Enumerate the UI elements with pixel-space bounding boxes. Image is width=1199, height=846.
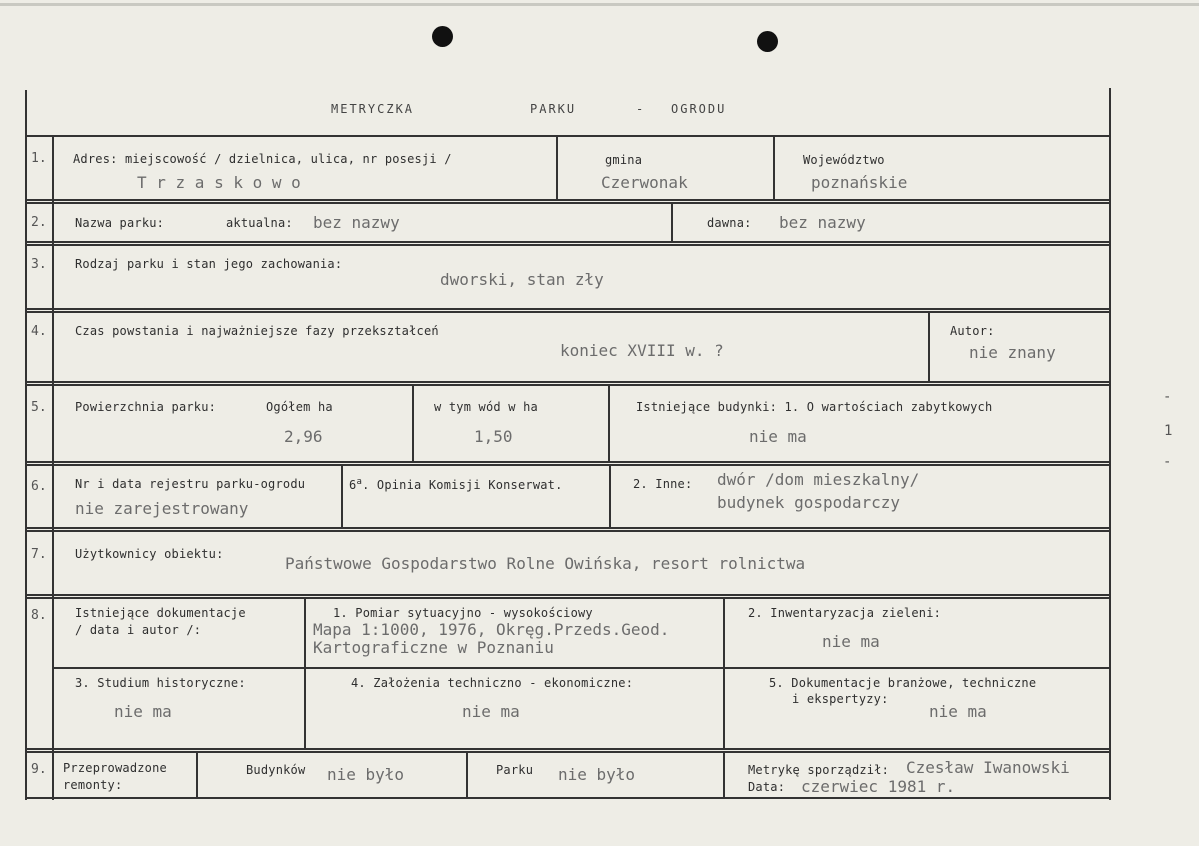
survey-label: 1. Pomiar sytuacyjno - wysokościowy — [333, 606, 593, 620]
origin-label: Czas powstania i najważniejsze fazy przekształceń — [75, 324, 439, 338]
punch-hole-left — [432, 26, 453, 47]
author-label: Autor: — [950, 324, 995, 338]
row-number-5: 5. — [31, 400, 47, 415]
opinion-superscript: a — [356, 477, 363, 487]
technical-label: 4. Założenia techniczno - ekonomiczne: — [351, 676, 634, 690]
gmina-value: Czerwonak — [601, 173, 688, 192]
row-number-2: 2. — [31, 215, 47, 230]
buildings-label: Istniejące budynki: 1. O wartościach zabytkowych — [636, 400, 993, 414]
other-buildings-value-2: budynek gospodarczy — [717, 493, 901, 512]
branch-docs-label-1: 5. Dokumentacje branżowe, techniczne — [769, 676, 1037, 690]
title-word-parku: PARKU — [530, 102, 577, 116]
row-number-8: 8. — [31, 608, 47, 623]
title-word-metryczka: METRYCZKA — [331, 102, 415, 116]
greenery-value: nie ma — [822, 632, 880, 651]
date-value: czerwiec 1981 r. — [801, 777, 956, 796]
address-value: T r z a s k o w o — [137, 173, 301, 192]
park-repairs-value: nie było — [558, 765, 636, 784]
opinion-text: . Opinia Komisji Konserwat. — [362, 478, 563, 492]
water-area-label: w tym wód w ha — [434, 400, 538, 414]
origin-value: koniec XVIII w. ? — [560, 341, 724, 360]
title-word-ogrodu: OGRODU — [671, 102, 727, 116]
page-marker-dash-top: - — [1163, 389, 1172, 405]
conservator-opinion-label — [349, 478, 563, 491]
row-number-9: 9. — [31, 762, 47, 777]
prepared-by-value: Czesław Iwanowski — [906, 758, 1070, 777]
area-label: Powierzchnia parku: — [75, 400, 217, 414]
row-number-4: 4. — [31, 324, 47, 339]
buildings-repairs-value: nie było — [327, 765, 405, 784]
row-number-1: 1. — [31, 151, 47, 166]
total-area-value: 2,96 — [284, 427, 323, 446]
park-repairs-label: Parku — [496, 763, 534, 777]
date-label: Data: — [748, 780, 786, 794]
documentation-label-2: / data i autor /: — [75, 623, 202, 637]
survey-value-2: Kartograficzne w Poznaniu — [313, 638, 554, 657]
former-name-value: bez nazwy — [779, 213, 866, 232]
voivodeship-value: poznańskie — [811, 173, 908, 192]
buildings-repairs-label: Budynków — [246, 763, 306, 777]
park-type-label: Rodzaj parku i stan jego zachowania: — [75, 257, 343, 271]
other-buildings-label: 2. Inne: — [633, 477, 693, 491]
park-name-label: Nazwa parku: — [75, 216, 165, 230]
history-study-value: nie ma — [114, 702, 172, 721]
author-value: nie znany — [969, 343, 1056, 362]
current-name-value: bez nazwy — [313, 213, 400, 232]
voivodeship-label: Województwo — [803, 153, 885, 167]
prepared-by-label: Metrykę sporządził: — [748, 763, 890, 777]
page-marker-digit: 1 — [1164, 423, 1173, 439]
other-buildings-value-1: dwór /dom mieszkalny/ — [717, 470, 920, 489]
gmina-label: gmina — [605, 153, 643, 167]
address-label: Adres: miejscowość / dzielnica, ulica, nr posesji / — [73, 152, 452, 166]
register-label: Nr i data rejestru parku-ogrodu — [75, 477, 306, 491]
opinion-number: 6 — [349, 478, 357, 492]
row-number-3: 3. — [31, 257, 47, 272]
water-area-value: 1,50 — [474, 427, 513, 446]
title-dash: - — [636, 102, 646, 116]
branch-docs-label-2: i ekspertyzy: — [792, 692, 889, 706]
repairs-label-1: Przeprowadzone — [63, 761, 167, 775]
greenery-label: 2. Inwentaryzacja zieleni: — [748, 606, 942, 620]
paper-top-edge — [0, 3, 1199, 6]
branch-docs-value: nie ma — [929, 702, 987, 721]
repairs-label-2: remonty: — [63, 778, 123, 792]
row-number-6: 6. — [31, 479, 47, 494]
users-value: Państwowe Gospodarstwo Rolne Owińska, resort rolnictwa — [285, 554, 806, 573]
documentation-label-1: Istniejące dokumentacje — [75, 606, 246, 620]
current-name-label: aktualna: — [226, 216, 293, 230]
history-study-label: 3. Studium historyczne: — [75, 676, 246, 690]
users-label: Użytkownicy obiektu: — [75, 547, 224, 561]
technical-value: nie ma — [462, 702, 520, 721]
total-area-label: Ogółem ha — [266, 400, 333, 414]
page-marker-dash-bottom: - — [1163, 454, 1172, 470]
park-type-value: dworski, stan zły — [440, 270, 604, 289]
survey-value-1: Mapa 1:1000, 1976, Okręg.Przeds.Geod. — [313, 620, 670, 639]
register-value: nie zarejestrowany — [75, 499, 249, 518]
punch-hole-right — [757, 31, 778, 52]
buildings-value: nie ma — [749, 427, 807, 446]
row-number-7: 7. — [31, 547, 47, 562]
former-name-label: dawna: — [707, 216, 752, 230]
